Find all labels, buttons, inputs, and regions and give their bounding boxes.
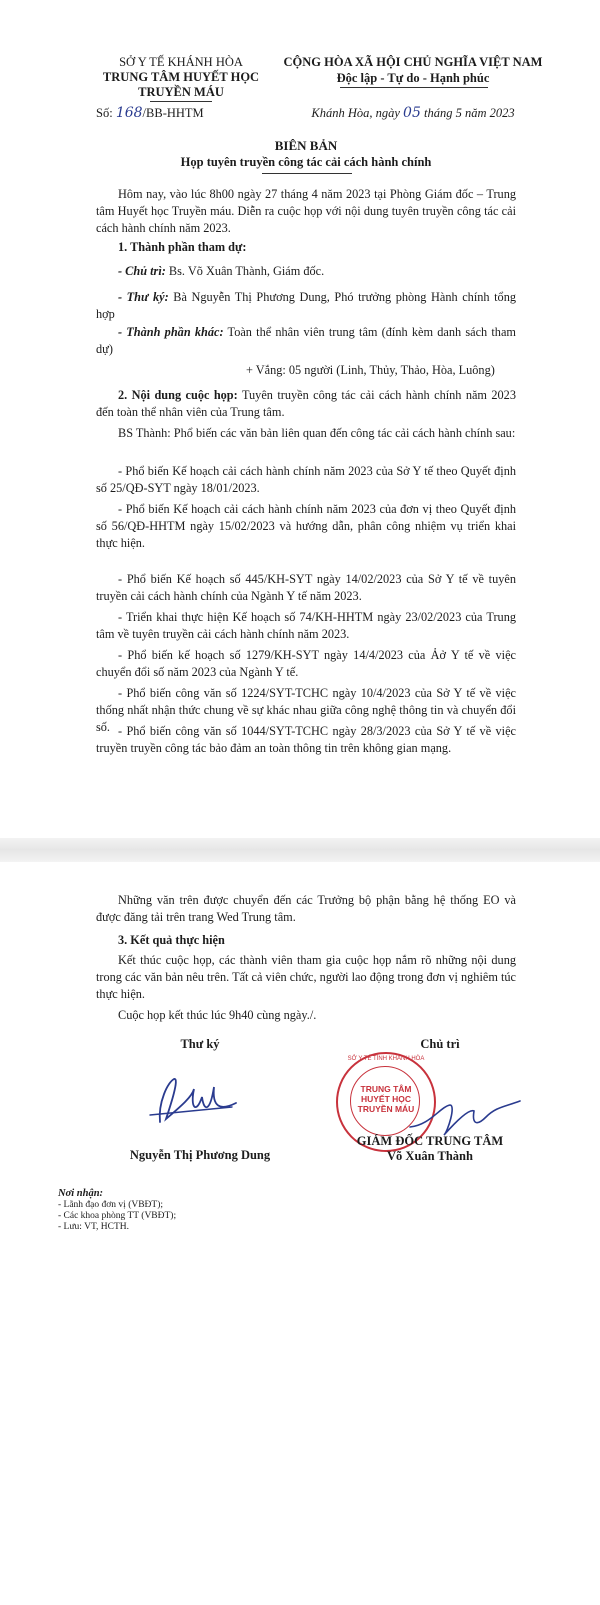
stamp-center: TRUNG TÂM HUYẾT HỌC TRUYỀN MÁU — [357, 1084, 415, 1114]
national-motto: Độc lập - Tự do - Hạnh phúc — [336, 71, 490, 85]
document-date: Khánh Hòa, ngày 05 tháng 5 năm 2023 — [311, 105, 515, 121]
section-3-paragraph: Kết thúc cuộc họp, các thành viên tham gia cuộc họp nắm rõ những nội dung trong các văn bản nêu trên. Tất cả viên chức, người lao động trong đơn vị nghiêm túc thực hiện. — [96, 953, 516, 1001]
closing-line: Cuộc họp kết thúc lúc 9h40 cùng ngày./. — [118, 1008, 317, 1022]
chair-line: - Chủ trì: Bs. Võ Xuân Thành, Giám đốc. — [118, 264, 325, 278]
list-item: - Phổ biến kế hoạch số 1279/KH-SYT ngày 14/4/2023 của Ảở Y tế về việc chuyển đổi số năm 2023 của Ngành Y tế. — [96, 648, 516, 679]
agency-header — [96, 55, 266, 100]
document-number: Số: 168/BB-HHTM — [96, 105, 204, 121]
handwritten-day: 05 — [403, 105, 421, 121]
secretary-signature — [140, 1067, 250, 1137]
agency-underline — [150, 101, 212, 102]
intro-paragraph: Hôm nay, vào lúc 8h00 ngày 27 tháng 4 năm 2023 tại Phòng Giám đốc – Trung tâm Huyết học Truyền máu. Diễn ra cuộc họp với nội dung tuyên truyền công tác cải cách hành chính năm 2023. — [96, 187, 516, 235]
handwritten-number: 168 — [115, 105, 143, 121]
chair-position: GIÁM ĐỐC TRUNG TÂM — [356, 1134, 504, 1148]
list-item: - Triển khai thực hiện Kế hoạch số 74/KH-HHTM ngày 23/02/2023 của Trung tâm về tuyên truyền cải cách hành chính năm 2023. — [96, 610, 516, 641]
section-1-heading: 1. Thành phần tham dự: — [118, 240, 247, 254]
briefing-intro: BS Thành: Phổ biến các văn bản liên quan đến công tác cải cách hành chính sau: — [118, 426, 516, 440]
list-item: - Phổ biến công văn số 1044/SYT-TCHC ngày 28/3/2023 của Sở Y tế về việc truyền truyền công tác bảo đảm an toàn thông tin trên không gian mạng. — [96, 724, 516, 755]
section-2-paragraph: 2. Nội dung cuộc họp: Tuyên truyền công tác cải cách hành chính năm 2023 đến toàn thể nhân viên của Trung tâm. — [96, 388, 516, 419]
title-underline — [262, 173, 352, 174]
recipient-item: - Lãnh đạo đơn vị (VBĐT); — [58, 1200, 164, 1210]
recipients-block — [58, 1187, 258, 1233]
list-item: - Phổ biến Kế hoạch số 445/KH-SYT ngày 14/02/2023 của Sở Y tế về tuyên truyền cải cách hành chính của Ngành Y tế năm 2023. — [96, 572, 516, 603]
others-line: - Thành phần khác: Toàn thể nhân viên trung tâm (đính kèm danh sách tham dự) — [96, 325, 516, 356]
document-page-2 — [0, 862, 600, 1605]
national-title: CỘNG HÒA XÃ HỘI CHỦ NGHĨA VIỆT NAM — [283, 55, 543, 69]
list-item: - Phổ biến công văn số 1224/SYT-TCHC ngày 10/4/2023 của Sở Y tế về việc thống nhất nhận thức chung về sự khác nhau giữa công nghệ thông tin và chuyển đổi số. — [96, 686, 516, 734]
agency-name-line2: TRUYỀN MÁU — [138, 85, 224, 99]
absent-line: + Vắng: 05 người (Linh, Thủy, Thảo, Hòa, Luông) — [246, 363, 495, 377]
list-item: - Phổ biến Kế hoạch cải cách hành chính năm 2023 của đơn vị theo Quyết định số 56/QĐ-HHTM ngày 15/02/2023 và hướng dẫn, phân công nhiệm vụ triển khai thực hiện. — [96, 502, 516, 550]
list-item: - Phổ biến Kế hoạch cải cách hành chính năm 2023 của Sở Y tế theo Quyết định số 25/QĐ-SYT ngày 18/01/2023. — [96, 464, 516, 495]
secretary-line: - Thư ký: Bà Nguyễn Thị Phương Dung, Phó trưởng phòng Hành chính tổng hợp — [96, 290, 516, 321]
recipient-item: - Lưu: VT, HCTH. — [58, 1222, 130, 1232]
recipient-item: - Các khoa phòng TT (VBĐT); — [58, 1211, 177, 1221]
secretary-name: Nguyễn Thị Phương Dung — [129, 1148, 271, 1162]
document-subtitle: Họp tuyên truyền công tác cải cách hành chính — [180, 155, 432, 169]
chair-title: Chủ trì — [420, 1037, 460, 1051]
distribution-paragraph: Những văn trên được chuyển đến các Trưởng bộ phận bằng hệ thống EO và được đăng tải trên trang Wed Trung tâm. — [96, 893, 516, 924]
chair-name: Võ Xuân Thành — [387, 1149, 473, 1163]
agency-name-line1: TRUNG TÂM HUYẾT HỌC — [102, 70, 260, 84]
secretary-title: Thư ký — [180, 1037, 220, 1051]
stamp-ring-text: SỞ Y TẾ TỈNH KHÁNH HÒA — [347, 1056, 425, 1062]
recipients-heading: Nơi nhận: — [58, 1188, 104, 1199]
section-2-heading: 2. Nội dung cuộc họp: — [118, 388, 238, 402]
section-3-heading: 3. Kết quả thực hiện — [118, 933, 225, 947]
page-separator — [0, 838, 600, 862]
agency-parent: SỞ Y TẾ KHÁNH HÒA — [119, 55, 243, 69]
motto-underline — [340, 87, 488, 88]
document-title: BIÊN BẢN — [274, 138, 338, 153]
